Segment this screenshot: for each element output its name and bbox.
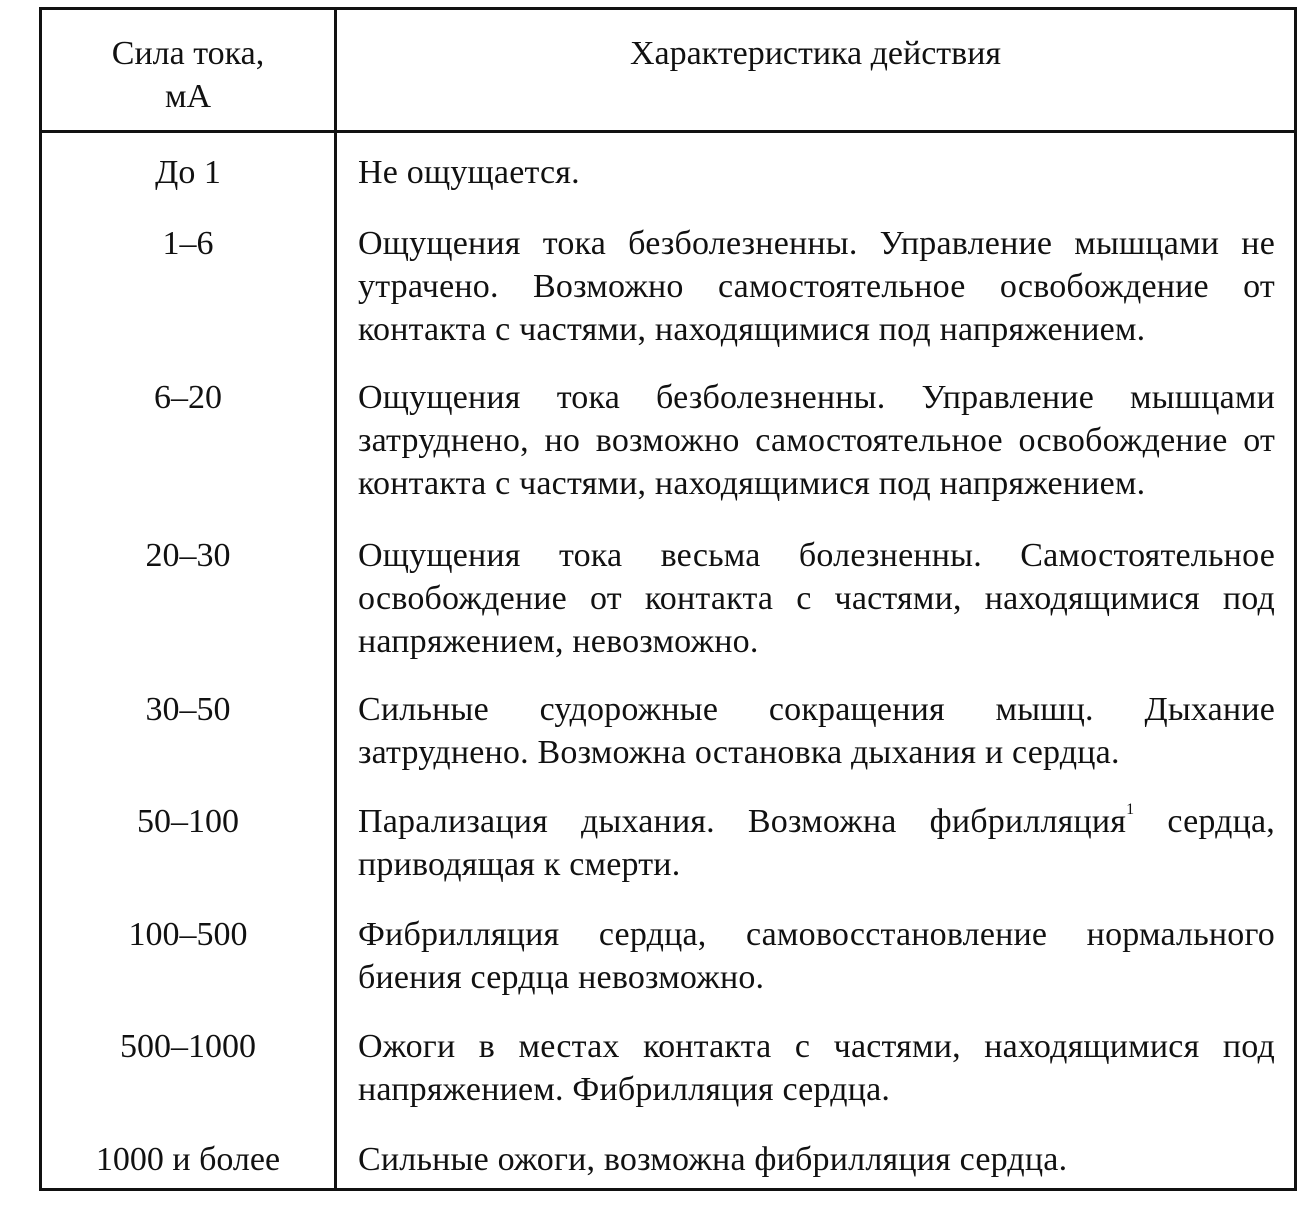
current-effects-table (39, 7, 1297, 1191)
row-description: Ощущения тока безболезненны. Управление мышцами не утрачено. Возможно самостоятельное освобождение от контакта с частями, находящимися под напряжением. (358, 225, 1275, 348)
row-current: 1000 и более (95, 1141, 281, 1178)
row-description: Ощущения тока безболезненны. Управление мышцами затруднено, но возможно самостоятельное освобождение от контакта с частями, находящимися под напряжением. (358, 379, 1275, 502)
row-description-part: сердца, приводящая к смерти. (358, 803, 1276, 883)
row-description: Фибрилляция сердца, самовосстановление нормального биения сердца невозможно. (358, 916, 1275, 996)
row-current: 6–20 (154, 379, 222, 416)
header-divider (42, 130, 1294, 133)
row-description: Ощущения тока весьма болезненны. Самостоятельное освобождение от контакта с частями, находящимися под напряжением, невозможно. (358, 537, 1275, 660)
header-current-line2: мА (164, 78, 212, 115)
row-current: 30–50 (145, 691, 231, 728)
row-current: 500–1000 (120, 1028, 256, 1065)
footnote-marker: 1 (1126, 801, 1135, 818)
header-current (42, 32, 334, 118)
row-description: Сильные ожоги, возможна фибрилляция сердца. (358, 1141, 1068, 1178)
column-divider (334, 10, 337, 1188)
row-description (358, 800, 1275, 886)
row-description: Сильные судорожные сокращения мышц. Дыхание затруднено. Возможна остановка дыхания и сердца. (358, 691, 1275, 771)
row-description-part: Парализация дыхания. Возможна фибрилляция (358, 803, 1127, 840)
row-description: Не ощущается. (358, 154, 580, 191)
row-current: 100–500 (128, 916, 248, 953)
row-current: 20–30 (145, 537, 231, 574)
header-description: Характеристика действия (629, 35, 1002, 72)
header-current-line1: Сила тока, (111, 35, 265, 72)
row-current: До 1 (155, 154, 221, 191)
row-current: 1–6 (162, 225, 214, 262)
row-current: 50–100 (137, 803, 239, 840)
row-description: Ожоги в местах контакта с частями, находящимися под напряжением. Фибрилляция сердца. (358, 1028, 1275, 1108)
